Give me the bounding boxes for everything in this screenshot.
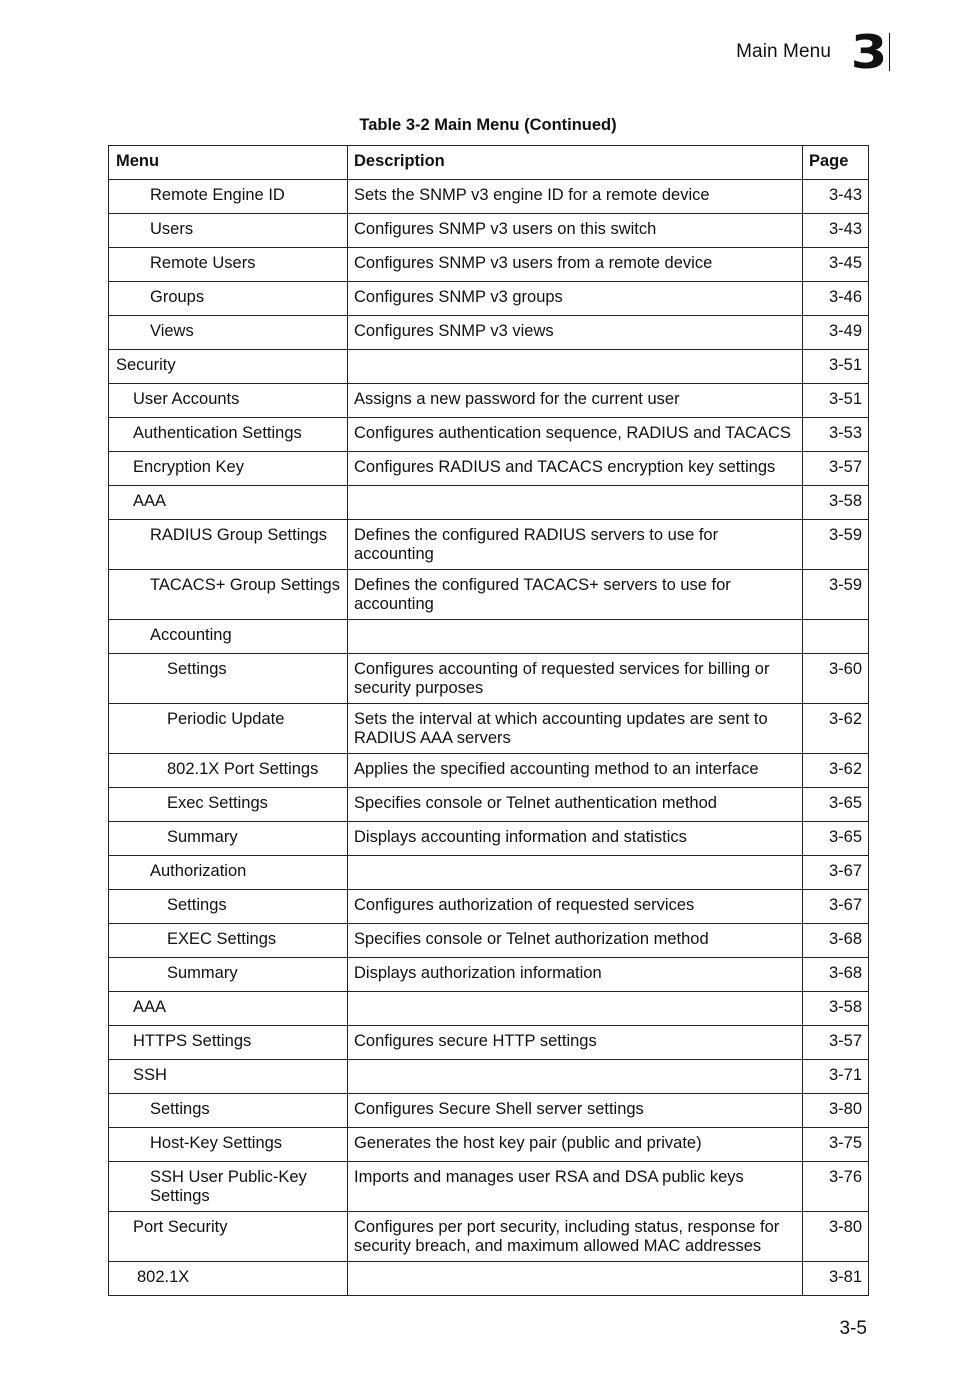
description-cell: Sets the SNMP v3 engine ID for a remote device <box>348 180 803 214</box>
description-cell: Configures RADIUS and TACACS encryption key settings <box>348 452 803 486</box>
menu-cell: Port Security <box>109 1212 348 1262</box>
page-cell: 3-76 <box>803 1162 869 1212</box>
menu-cell: Remote Users <box>109 248 348 282</box>
menu-cell: Security <box>109 350 348 384</box>
page-cell: 3-71 <box>803 1060 869 1094</box>
description-cell <box>348 620 803 654</box>
menu-cell: Views <box>109 316 348 350</box>
description-cell: Sets the interval at which accounting updates are sent to RADIUS AAA servers <box>348 704 803 754</box>
page-cell: 3-43 <box>803 214 869 248</box>
table-row <box>109 924 869 958</box>
table-row <box>109 418 869 452</box>
table-row <box>109 214 869 248</box>
table-row <box>109 316 869 350</box>
page-cell: 3-58 <box>803 992 869 1026</box>
menu-cell: Groups <box>109 282 348 316</box>
menu-cell: TACACS+ Group Settings <box>109 570 348 620</box>
table-row <box>109 180 869 214</box>
description-cell <box>348 1262 803 1296</box>
table-row <box>109 890 869 924</box>
page-cell: 3-46 <box>803 282 869 316</box>
page-cell: 3-81 <box>803 1262 869 1296</box>
description-cell: Displays accounting information and statistics <box>348 822 803 856</box>
menu-cell: 802.1X <box>109 1262 348 1296</box>
menu-cell: Settings <box>109 890 348 924</box>
menu-cell: Exec Settings <box>109 788 348 822</box>
menu-cell: Settings <box>109 1094 348 1128</box>
description-cell: Defines the configured TACACS+ servers to use for accounting <box>348 570 803 620</box>
description-cell: Configures per port security, including status, response for security breach, and maximum allowed MAC addresses <box>348 1212 803 1262</box>
page-cell: 3-80 <box>803 1094 869 1128</box>
menu-cell: Encryption Key <box>109 452 348 486</box>
table-row <box>109 1262 869 1296</box>
menu-cell: AAA <box>109 486 348 520</box>
chapter-number: 3 <box>850 25 888 79</box>
description-cell: Configures authorization of requested services <box>348 890 803 924</box>
table-row <box>109 822 869 856</box>
table-header-row <box>109 146 869 180</box>
menu-cell: SSH User Public-Key Settings <box>109 1162 348 1212</box>
page-cell: 3-59 <box>803 520 869 570</box>
table-row <box>109 1212 869 1262</box>
table-row <box>109 856 869 890</box>
description-cell <box>348 856 803 890</box>
menu-cell: Summary <box>109 822 348 856</box>
menu-cell: AAA <box>109 992 348 1026</box>
description-cell: Configures accounting of requested services for billing or security purposes <box>348 654 803 704</box>
description-cell <box>348 350 803 384</box>
table-body <box>109 180 869 1296</box>
page-cell: 3-51 <box>803 350 869 384</box>
page-cell: 3-67 <box>803 890 869 924</box>
menu-cell: RADIUS Group Settings <box>109 520 348 570</box>
menu-cell: Remote Engine ID <box>109 180 348 214</box>
page-cell: 3-65 <box>803 822 869 856</box>
menu-cell: Authentication Settings <box>109 418 348 452</box>
page-cell: 3-58 <box>803 486 869 520</box>
table-row <box>109 1094 869 1128</box>
page-cell <box>803 620 869 654</box>
page-cell: 3-59 <box>803 570 869 620</box>
menu-cell: Accounting <box>109 620 348 654</box>
table-caption: Table 3-2 Main Menu (Continued) <box>359 116 617 134</box>
column-header-menu: Menu <box>109 146 348 180</box>
table-row <box>109 350 869 384</box>
page-number: 3-5 <box>839 1318 867 1339</box>
page-cell: 3-62 <box>803 704 869 754</box>
column-header-page: Page <box>803 146 869 180</box>
page-cell: 3-51 <box>803 384 869 418</box>
menu-cell: HTTPS Settings <box>109 1026 348 1060</box>
page-cell: 3-65 <box>803 788 869 822</box>
description-cell: Configures SNMP v3 users on this switch <box>348 214 803 248</box>
table-row <box>109 654 869 704</box>
description-cell: Assigns a new password for the current user <box>348 384 803 418</box>
page-cell: 3-57 <box>803 1026 869 1060</box>
description-cell: Configures secure HTTP settings <box>348 1026 803 1060</box>
page-cell: 3-43 <box>803 180 869 214</box>
description-cell <box>348 1060 803 1094</box>
page-cell: 3-62 <box>803 754 869 788</box>
description-cell: Configures authentication sequence, RADIUS and TACACS <box>348 418 803 452</box>
description-cell: Configures SNMP v3 groups <box>348 282 803 316</box>
page-cell: 3-60 <box>803 654 869 704</box>
chapter-badge <box>850 25 890 79</box>
table-row <box>109 452 869 486</box>
menu-cell: EXEC Settings <box>109 924 348 958</box>
table-row <box>109 520 869 570</box>
table-row <box>109 1162 869 1212</box>
description-cell: Defines the configured RADIUS servers to use for accounting <box>348 520 803 570</box>
menu-cell: Periodic Update <box>109 704 348 754</box>
description-cell: Configures SNMP v3 views <box>348 316 803 350</box>
page-cell: 3-68 <box>803 958 869 992</box>
table-row <box>109 384 869 418</box>
description-cell: Specifies console or Telnet authentication method <box>348 788 803 822</box>
table-row <box>109 958 869 992</box>
table-row <box>109 620 869 654</box>
page-cell: 3-45 <box>803 248 869 282</box>
page-cell: 3-67 <box>803 856 869 890</box>
table-row <box>109 248 869 282</box>
description-cell: Imports and manages user RSA and DSA public keys <box>348 1162 803 1212</box>
description-cell: Generates the host key pair (public and private) <box>348 1128 803 1162</box>
section-title: Main Menu <box>736 41 831 62</box>
description-cell <box>348 486 803 520</box>
table-row <box>109 570 869 620</box>
menu-cell: Summary <box>109 958 348 992</box>
table-row <box>109 1026 869 1060</box>
column-header-description: Description <box>348 146 803 180</box>
page-header <box>736 25 890 79</box>
table-row <box>109 788 869 822</box>
table-row <box>109 1128 869 1162</box>
menu-cell: SSH <box>109 1060 348 1094</box>
main-menu-table <box>108 145 869 1296</box>
table-row <box>109 486 869 520</box>
description-cell <box>348 992 803 1026</box>
description-cell: Applies the specified accounting method to an interface <box>348 754 803 788</box>
menu-cell: Users <box>109 214 348 248</box>
page-cell: 3-80 <box>803 1212 869 1262</box>
description-cell: Specifies console or Telnet authorization method <box>348 924 803 958</box>
description-cell: Displays authorization information <box>348 958 803 992</box>
page-cell: 3-53 <box>803 418 869 452</box>
table-row <box>109 754 869 788</box>
table-row <box>109 704 869 754</box>
page-cell: 3-75 <box>803 1128 869 1162</box>
page-cell: 3-68 <box>803 924 869 958</box>
description-cell: Configures SNMP v3 users from a remote device <box>348 248 803 282</box>
table-row <box>109 1060 869 1094</box>
menu-cell: Settings <box>109 654 348 704</box>
menu-cell: Authorization <box>109 856 348 890</box>
menu-cell: 802.1X Port Settings <box>109 754 348 788</box>
menu-cell: User Accounts <box>109 384 348 418</box>
table-row <box>109 282 869 316</box>
page-cell: 3-49 <box>803 316 869 350</box>
page-cell: 3-57 <box>803 452 869 486</box>
description-cell: Configures Secure Shell server settings <box>348 1094 803 1128</box>
table-row <box>109 992 869 1026</box>
menu-cell: Host-Key Settings <box>109 1128 348 1162</box>
